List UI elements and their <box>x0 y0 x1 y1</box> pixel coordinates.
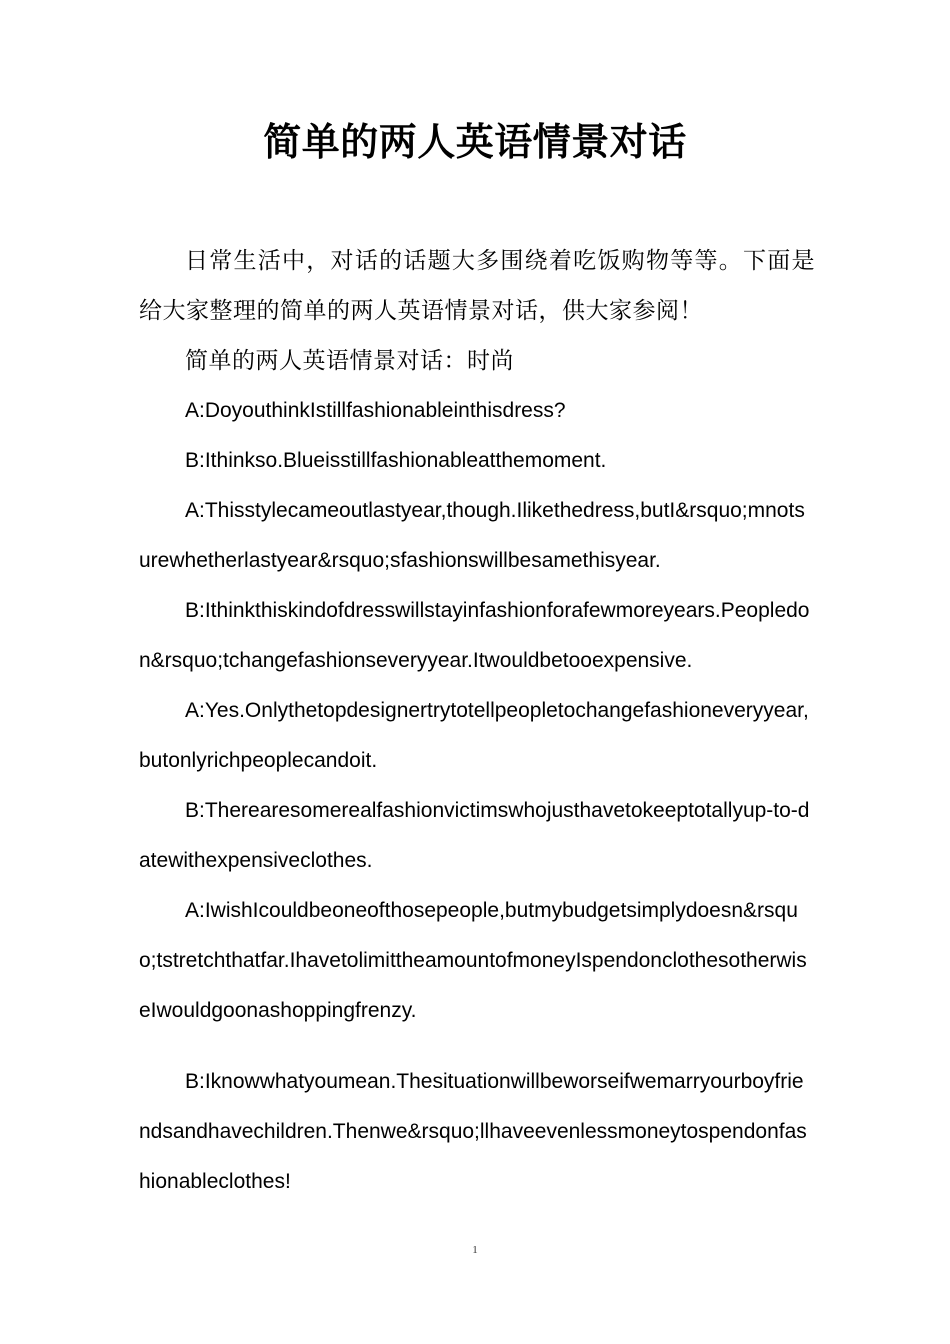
dialogue-line: A:IwishIcouldbeoneofthosepeople,butmybudgetsimplydoesn&rsquo;tstretchthatfar.IhavetolimittheamountofmoneyIspendonclothesotherwiseIwouldgoonashoppingfrenzy. <box>139 899 807 1022</box>
dialogue-line: A:Yes.Onlythetopdesignertrytotellpeopletochangefashioneveryyear,butonlyrichpeoplecandoit. <box>139 699 809 772</box>
dialogue-line: B:Ithinkthiskindofdresswillstayinfashionforafewmoreyears.Peopledon&rsquo;tchangefashionseveryyear.Itwouldbetooexpensive. <box>139 599 810 672</box>
dialogue-line: A:Thisstylecameoutlastyear,though.Ilikethedress,butI&rsquo;mnotsurewhetherlastyear&rsquo;sfashionswillbesamethisyear. <box>139 499 805 572</box>
intro-paragraph: 日常生活中，对话的话题大多围绕着吃饭购物等等。下面是给大家整理的简单的两人英语情景对话，供大家参阅！ <box>139 248 815 324</box>
page-number: 1 <box>472 1244 478 1256</box>
document-body <box>139 236 815 1207</box>
dialogue-line: A:DoyouthinkIstillfashionableinthisdress? <box>185 399 566 422</box>
dialogue-line: B:Therearesomerealfashionvictimswhojusthavetokeeptotallyup-to-datewithexpensiveclothes. <box>139 799 810 872</box>
document-title: 简单的两人英语情景对话 <box>263 120 687 164</box>
dialogue-line: B:Ithinkso.Blueisstillfashionableatthemoment. <box>185 449 607 472</box>
section-heading: 简单的两人英语情景对话：时尚 <box>185 348 514 374</box>
dialogue-line: B:Iknowwhatyoumean.Thesituationwillbeworseifwemarryourboyfriendsandhavechildren.Thenwe&rsquo;llhaveevenlessmoneytospendonfashionableclothes! <box>139 1070 807 1193</box>
